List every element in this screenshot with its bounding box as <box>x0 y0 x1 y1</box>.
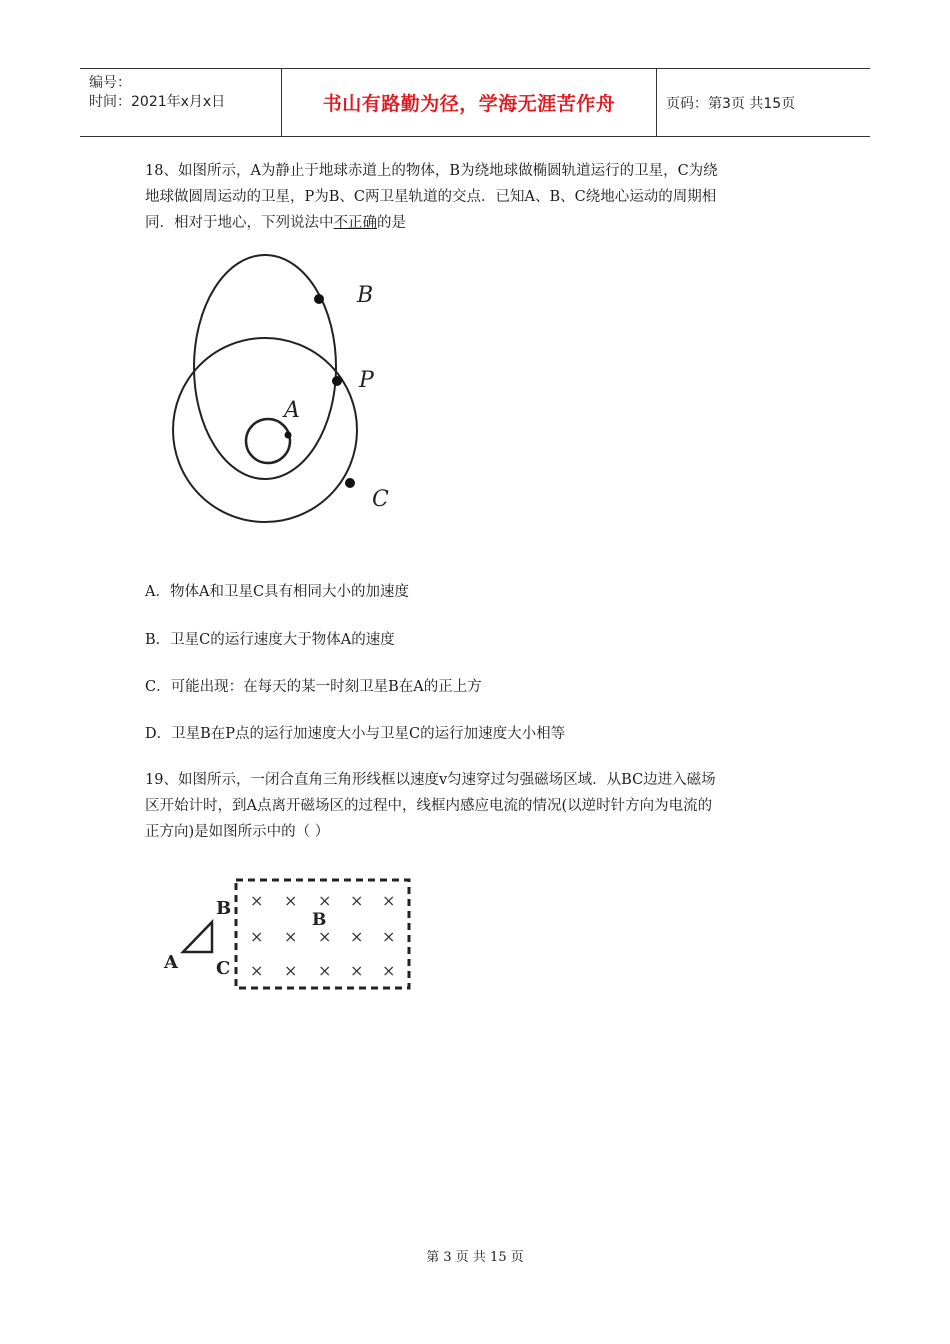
label-p: P <box>359 368 374 393</box>
ellipse-orbit-b <box>194 255 336 479</box>
satellite-b-dot <box>314 294 324 304</box>
cross-mark: × <box>382 961 396 980</box>
cross-mark: × <box>318 927 332 946</box>
page-info: 页码：第3页 共15页 <box>666 95 796 112</box>
cross-mark: × <box>382 927 396 946</box>
label-c: C <box>372 487 389 512</box>
triangle-label-c: C <box>216 958 231 979</box>
question-18-stem <box>145 158 815 236</box>
cross-mark: × <box>382 891 396 910</box>
date-line: 时间：2021年x月x日 <box>89 94 226 110</box>
q18-orbit-figure <box>160 245 420 535</box>
header-page-cell <box>656 69 870 136</box>
cross-mark: × <box>250 927 264 946</box>
cross-mark: × <box>350 891 364 910</box>
field-crosses <box>250 891 395 980</box>
q18-option-b: B．卫星C的运行速度大于物体A的速度 <box>145 632 395 648</box>
triangle-label-b: B <box>216 898 232 919</box>
page-footer: 第 3 页 共 15 页 <box>426 1250 524 1265</box>
q19-line-3: 正方向)是如图所示中的（ ） <box>145 824 330 840</box>
q18-option-c: C．可能出现：在每天的某一时刻卫星B在A的正上方 <box>145 679 482 695</box>
serial-label: 编号： <box>89 75 131 91</box>
satellite-c-dot <box>345 478 355 488</box>
question-19-stem <box>145 767 815 845</box>
q19-line-1: 19、如图所示，一闭合直角三角形线框以速度v匀速穿过匀强磁场区域．从BC边进入磁场 <box>145 772 716 788</box>
cross-mark: × <box>250 891 264 910</box>
q19-magnetic-field-figure <box>160 862 425 1002</box>
header-info-cell <box>80 69 281 136</box>
motto: 书山有路勤为径，学海无涯苦作舟 <box>322 93 616 115</box>
label-b: B <box>357 283 374 308</box>
q18-line-1: 18、如图所示，A为静止于地球赤道上的物体，B为绕地球做椭圆轨道运行的卫星，C为绕 <box>145 163 718 179</box>
q19-line-2: 区开始计时，到A点离开磁场区的过程中，线框内感应电流的情况(以逆时针方向为电流的 <box>145 798 713 814</box>
cross-mark: × <box>250 961 264 980</box>
object-a-dot <box>285 432 292 439</box>
field-label-b: B <box>312 910 327 930</box>
q18-line-3 <box>145 210 815 236</box>
page-header <box>80 68 870 137</box>
triangle-label-a: A <box>164 952 178 973</box>
cross-mark: × <box>284 891 298 910</box>
header-motto-cell <box>281 69 657 136</box>
point-p-dot <box>332 376 342 386</box>
q18-line-2: 地球做圆周运动的卫星，P为B、C两卫星轨道的交点．已知A、B、C绕地心运动的周期相 <box>145 189 717 205</box>
label-a: A <box>284 398 300 423</box>
cross-mark: × <box>284 927 298 946</box>
q18-option-a: A．物体A和卫星C具有相同大小的加速度 <box>145 584 410 600</box>
earth-circle <box>246 419 290 463</box>
cross-mark: × <box>318 961 332 980</box>
cross-mark: × <box>350 927 364 946</box>
q18-line-3-post: 的是 <box>377 215 406 231</box>
q18-underlined-phrase: 不正确 <box>333 215 377 231</box>
q18-line-3-pre: 同．相对于地心，下列说法中 <box>145 215 334 231</box>
triangle-frame <box>183 922 212 952</box>
cross-mark: × <box>318 891 332 910</box>
circle-orbit-c <box>173 338 357 522</box>
q18-option-d: D．卫星B在P点的运行加速度大小与卫星C的运行加速度大小相等 <box>145 726 566 742</box>
cross-mark: × <box>350 961 364 980</box>
cross-mark: × <box>284 961 298 980</box>
